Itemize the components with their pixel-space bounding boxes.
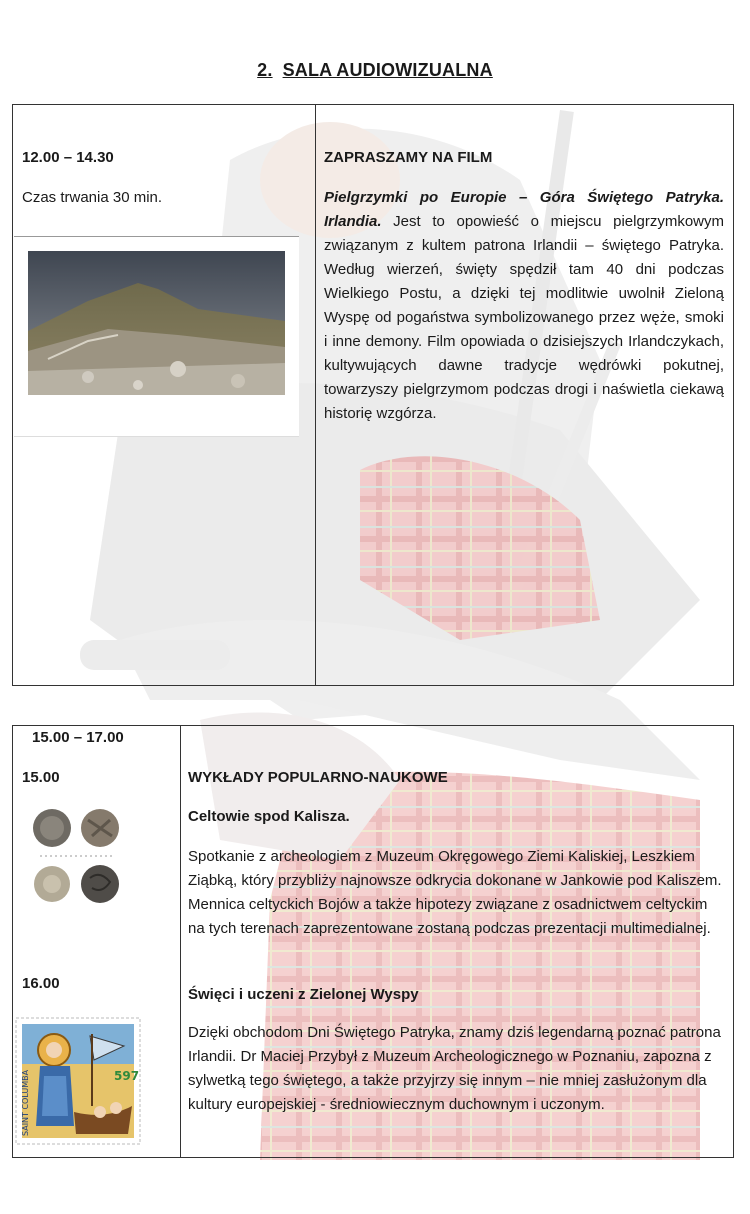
film-time: 12.00 – 14.30 — [22, 149, 114, 166]
section-number: 2. — [257, 60, 273, 80]
film-duration: Czas trwania 30 min. — [22, 189, 163, 206]
lecture1-description: Spotkanie z archeologiem z Muzeum Okręgowego Ziemi Kaliskiej, Leszkiem Ziąbką, który przybliży najnowsze odkrycia dokonane w Jankowie pod Kaliszem. Mennica celtyckich Bojów a także hipotezy związane z osadnictwem celtyckim na tych terenach zaprezentowane zostaną podczas prezentacji multimedialnej. — [188, 848, 722, 937]
lectures-heading: WYKŁADY POPULARNO-NAUKOWE — [188, 769, 448, 786]
column-divider — [180, 726, 181, 1157]
lecture2-time: 16.00 — [22, 975, 60, 992]
saint-columba-stamp — [14, 1016, 142, 1146]
lectures-time: 15.00 – 17.00 — [32, 729, 124, 746]
mountain-photo — [14, 236, 299, 437]
film-heading: ZAPRASZAMY NA FILM — [324, 149, 493, 166]
lecture2-description: Dzięki obchodom Dni Świętego Patryka, znamy dziś legendarną poznać patrona Irlandii. Dr Maciej Przybył z Muzeum Archeologicznego w Poznaniu, zapozna z sylwetką tego świętego, a także przyjrzy się innym – nie mniej zasłużonym dla kultury europejskiej - średniowiecznym duchownym i uczonym. — [188, 1024, 721, 1113]
lecture1-time: 15.00 — [22, 769, 60, 786]
stamp-value: 597 — [114, 1069, 140, 1083]
section-title — [0, 60, 750, 81]
celtic-coins-image — [22, 798, 130, 916]
film-description-text: Jest to opowieść o miejscu pielgrzymkowym związanym z kultem patrona Irlandii – świętego Patryka. Według wierzeń, święty spędził tam 40 dni podczas Wielkiego Postu, a dzięki tej modlitwie uwolnił Zieloną Wyspę od pogaństwa symbolizowanego przez węże, smoki i inne demony. Film opowiada o dzisiejszych Irlandczykach, kultywujących dawne tradycje wędrówki pokutnej, towarzyszy pielgrzymom podczas drogi i naświetla ciekawą historię wzgórza. — [324, 213, 724, 422]
film-description — [324, 186, 724, 426]
lecture1-title: Celtowie spod Kalisza. — [188, 808, 350, 825]
column-divider — [315, 105, 316, 685]
section-heading: SALA AUDIOWIZUALNA — [282, 60, 493, 80]
croagh-patrick-image — [28, 251, 285, 395]
stamp-caption: SAINT COLUMBA — [21, 1069, 30, 1136]
lecture2-title: Święci i uczeni z Zielonej Wyspy — [188, 986, 419, 1003]
film-title: Pielgrzymki po Europie – Góra Świętego Patryka. Irlandia. — [324, 189, 724, 230]
